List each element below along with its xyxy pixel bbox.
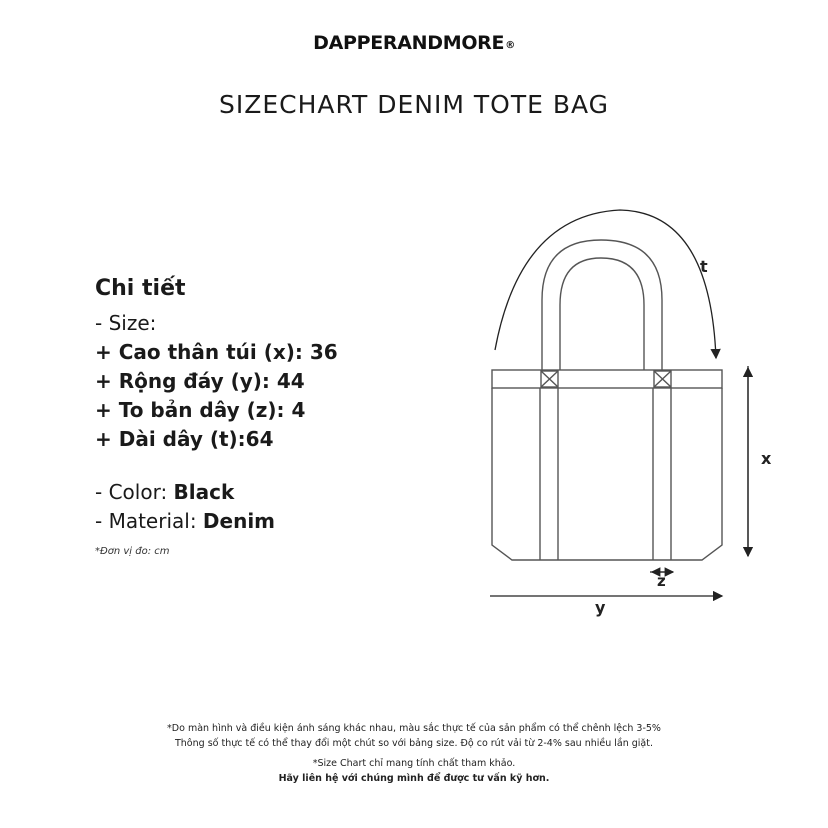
- size-item-strap-width: + To bản dây (z): 4: [95, 398, 306, 422]
- details-section: [95, 276, 338, 557]
- footer-line-4: Hãy liên hệ với chúng mình để được tư vấn kỹ hơn.: [278, 773, 550, 784]
- top-band: [492, 370, 722, 388]
- label-z: z: [657, 572, 666, 590]
- footer-line-3: *Size Chart chỉ mang tính chất tham khảo.: [312, 758, 516, 769]
- footer-disclaimer: [0, 721, 828, 751]
- size-label: - Size:: [95, 311, 157, 335]
- material-value: Denim: [202, 509, 276, 533]
- color-row: [95, 478, 338, 507]
- color-label: - Color:: [95, 480, 168, 504]
- brand-logo: [0, 32, 828, 54]
- size-item-height: + Cao thân túi (x): 36: [95, 340, 338, 364]
- brand-name: DAPPERANDMORE: [313, 32, 505, 54]
- footer-line-1: *Do màn hình và điều kiện ánh sáng khác nhau, màu sắc thực tế của sản phẩm có thể chênh lệch 3-5%: [167, 723, 661, 734]
- size-item-width: + Rộng đáy (y): 44: [95, 369, 305, 393]
- label-y: y: [595, 598, 606, 617]
- size-item-strap-length: + Dài dây (t):64: [95, 427, 274, 451]
- material-label: - Material:: [95, 509, 197, 533]
- tote-bag-diagram: [480, 200, 800, 630]
- bag-outline: [492, 240, 722, 560]
- handle-inner: [560, 258, 644, 370]
- unit-note: *Đơn vị đo: cm: [95, 546, 170, 557]
- footer-contact: [0, 756, 828, 786]
- registered-mark: ®: [505, 40, 515, 51]
- material-row: [95, 507, 338, 536]
- details-heading: Chi tiết: [95, 276, 186, 301]
- label-x: x: [761, 449, 772, 468]
- bag-body: [492, 388, 722, 560]
- page-title: SIZECHART DENIM TOTE BAG: [218, 90, 610, 119]
- label-t: t: [700, 257, 708, 276]
- strap-length-arrow: [495, 210, 716, 358]
- color-value: Black: [173, 480, 235, 504]
- footer-line-2: Thông số thực tế có thể thay đổi một chút so với bảng size. Độ co rút vải từ 2-4% sau nhiều lần giặt.: [174, 738, 653, 749]
